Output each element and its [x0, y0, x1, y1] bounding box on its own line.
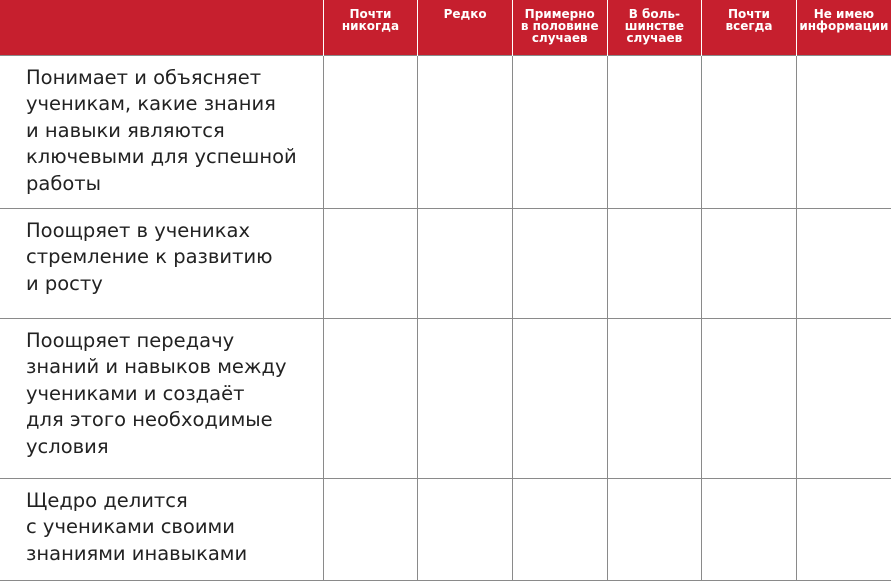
header-about-half: Примерно в половине случаев [512, 0, 607, 55]
row-statement: Поощряет передачу знаний и навыков между учениками и создаёт для этого необходимые условия [0, 318, 323, 478]
answer-cell-almost-never[interactable] [323, 208, 418, 318]
answer-cell-rarely[interactable] [418, 318, 513, 478]
row-statement: Щедро делится с учениками своими знаниями инавыками [0, 478, 323, 580]
answer-cell-mostly[interactable] [607, 55, 702, 208]
answer-cell-almost-never[interactable] [323, 55, 418, 208]
header-almost-always: Почти всегда [702, 0, 797, 55]
answer-cell-rarely[interactable] [418, 478, 513, 580]
header-row [0, 0, 891, 55]
header-no-info: Не имею информации [796, 0, 891, 55]
answer-cell-almost-always[interactable] [702, 478, 797, 580]
answer-cell-about-half[interactable] [512, 318, 607, 478]
answer-cell-almost-always[interactable] [702, 318, 797, 478]
answer-cell-no-info[interactable] [796, 478, 891, 580]
answer-cell-almost-always[interactable] [702, 55, 797, 208]
answer-cell-mostly[interactable] [607, 478, 702, 580]
answer-cell-about-half[interactable] [512, 478, 607, 580]
answer-cell-no-info[interactable] [796, 208, 891, 318]
answer-cell-about-half[interactable] [512, 208, 607, 318]
header-almost-never: Почти никогда [323, 0, 418, 55]
row-statement: Понимает и объясняет ученикам, какие знания и навыки являются ключевыми для успешной работы [0, 55, 323, 208]
answer-cell-almost-never[interactable] [323, 478, 418, 580]
answer-cell-no-info[interactable] [796, 55, 891, 208]
table-row [0, 208, 891, 318]
answer-cell-mostly[interactable] [607, 208, 702, 318]
row-statement: Поощряет в учениках стремление к развитию и росту [0, 208, 323, 318]
header-mostly: В боль- шинстве случаев [607, 0, 702, 55]
header-rarely: Редко [418, 0, 513, 55]
answer-cell-almost-never[interactable] [323, 318, 418, 478]
header-corner-cell [0, 0, 323, 55]
table-row [0, 55, 891, 208]
answer-cell-mostly[interactable] [607, 318, 702, 478]
table-row [0, 478, 891, 580]
answer-cell-almost-always[interactable] [702, 208, 797, 318]
table-row [0, 318, 891, 478]
answer-cell-rarely[interactable] [418, 208, 513, 318]
answer-cell-no-info[interactable] [796, 318, 891, 478]
answer-cell-rarely[interactable] [418, 55, 513, 208]
answer-cell-about-half[interactable] [512, 55, 607, 208]
